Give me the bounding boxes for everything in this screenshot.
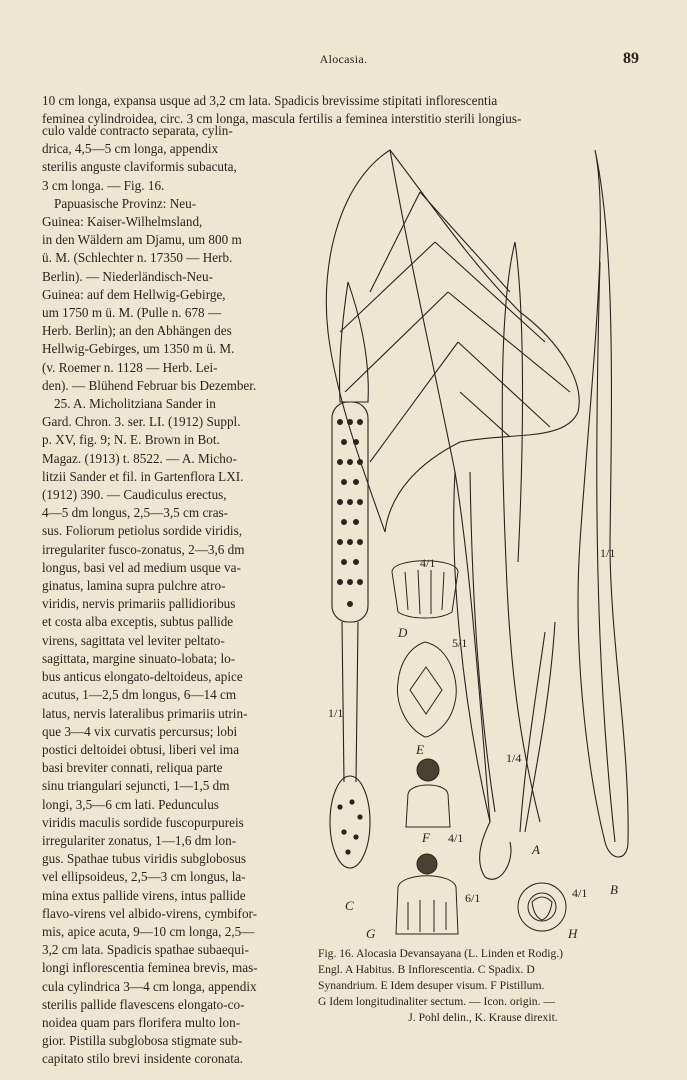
scale-b: 1/1	[600, 546, 616, 560]
body-line: vel ellipsoideus, 2,5—3 cm longus, la-	[42, 869, 246, 885]
label-b: B	[610, 882, 618, 897]
botanical-figure	[310, 142, 655, 942]
spadix-drawing	[330, 282, 370, 868]
page-header	[0, 52, 687, 72]
body-line: acutus, 1—2,5 dm longus, 6—14 cm	[42, 687, 237, 703]
body-line: mis, apice acuta, 9—10 cm longa, 2,5—	[42, 923, 255, 939]
body-line: sterilis anguste claviformis subacuta,	[42, 159, 237, 175]
body-line: latus, nervis lateralibus primariis utrin-	[42, 705, 248, 721]
body-line: drica, 4,5—5 cm longa, appendix	[42, 141, 219, 157]
label-a: A	[532, 842, 540, 857]
body-line: Guinea: Kaiser-Wilhelmsland,	[42, 214, 203, 230]
body-line: sterilis pallide flavescens elongato-co-	[42, 996, 245, 1012]
caption-line: Engl. A Habitus. B Inflorescentia. C Spadix. D	[318, 963, 535, 976]
figure-caption	[318, 946, 648, 1026]
body-line: p. XV, fig. 9; N. E. Brown in Bot.	[42, 432, 220, 448]
inner-spathe-drawing	[502, 242, 540, 822]
body-line: 3,2 cm lata. Spadicis spathae subaequi-	[42, 942, 249, 958]
body-line: ü. M. (Schlechter n. 17350 — Herb.	[42, 250, 233, 266]
body-line: 4—5 dm longus, 2,5—3,5 cm cras-	[42, 505, 229, 521]
body-line: bus anticus elongato-deltoideus, apice	[42, 669, 243, 685]
body-line: longi, 3,5—6 cm lati. Pedunculus	[42, 796, 219, 812]
body-line: 25. A. Micholitziana Sander in	[54, 396, 216, 412]
label-f: F	[422, 830, 430, 845]
label-c: C	[345, 898, 354, 913]
body-line: et costa alba exceptis, subtus pallide	[42, 614, 234, 630]
body-line: cula cylindrica 3—4 cm longa, appendix	[42, 978, 257, 994]
body-line: que 3—4 vix curvatis percursus; lobi	[42, 723, 238, 739]
caption-line: Synandrium. E Idem desuper visum. F Pistillum.	[318, 979, 545, 992]
body-line: capitato stilo brevi insidente coronata.	[42, 1051, 244, 1067]
label-h: H	[568, 926, 578, 941]
body-line: longi inflorescentia feminea brevis, mas-	[42, 960, 258, 976]
body-line: gior. Pistilla subglobosa stigmate sub-	[42, 1033, 243, 1049]
body-line: Guinea: auf dem Hellwig-Gebirge,	[42, 286, 226, 302]
running-title: Alocasia.	[319, 52, 368, 66]
body-line: (1912) 390. — Caudiculus erectus,	[42, 487, 227, 503]
scale-a: 1/4	[506, 751, 522, 765]
body-line-full-1: 10 cm longa, expansa usque ad 3,2 cm lata. Spadicis brevissime stipitati inflorescentia	[42, 93, 498, 108]
text-column	[42, 122, 300, 1069]
body-line: Gard. Chron. 3. ser. LI. (1912) Suppl.	[42, 414, 241, 430]
scale-d: 4/1	[420, 556, 436, 570]
body-line: Magaz. (1913) t. 8522. — A. Micho-	[42, 450, 237, 466]
body-line: flavo-virens vel albido-virens, cymbifor-	[42, 905, 258, 921]
scale-h: 4/1	[572, 886, 588, 900]
body-line: basi breviter connati, reliqua parte	[42, 760, 223, 776]
spathe-drawing	[578, 150, 628, 857]
body-line: sagittata, margine sinuato-lobata; lo-	[42, 650, 236, 666]
body-line: viridis maculis sordide fuscopurpureis	[42, 814, 244, 830]
scale-g: 6/1	[465, 891, 481, 905]
body-line: noidea quam pars florifera multo lon-	[42, 1014, 241, 1030]
caption-line: G Idem longitudinaliter sectum. — Icon. origin. —	[318, 995, 555, 1008]
figure-drawing	[310, 142, 655, 942]
body-line-full-2: feminea cylindroidea, circ. 3 cm longa, mascula fertilis a feminea interstitio sterili longius-	[42, 111, 522, 126]
scale-f: 4/1	[448, 831, 464, 845]
page-number: 89	[623, 50, 639, 67]
body-line: Berlin). — Niederländisch-Neu-	[42, 268, 214, 284]
body-line: postici deltoidei obtusi, liberi vel ima	[42, 741, 240, 757]
body-line: in den Wäldern am Djamu, um 800 m	[42, 232, 242, 248]
body-line: ginatus, lamina supra pulchre atro-	[42, 578, 226, 594]
spadix-texture	[337, 419, 363, 855]
body-line: um 1750 m ü. M. (Pulle n. 678 —	[42, 305, 222, 321]
body-line: litzii Sander et fil. in Gartenflora LXI.	[42, 468, 244, 484]
label-g: G	[366, 926, 376, 941]
body-line: culo valde contracto separata, cylin-	[42, 123, 233, 138]
scale-e: 5/1	[452, 636, 468, 650]
pistil-drawing	[406, 759, 450, 827]
body-line: viridis, nervis primariis pallidioribus	[42, 596, 236, 612]
cross-section-drawing	[518, 883, 566, 931]
body-line: Herb. Berlin); an den Abhängen des	[42, 323, 232, 339]
body-line: longus, basi vel ad medium usque va-	[42, 559, 241, 575]
label-d: D	[398, 625, 408, 640]
body-line: Hellwig-Gebirges, um 1350 m ü. M.	[42, 341, 235, 357]
body-line: 3 cm longa. — Fig. 16.	[42, 177, 165, 193]
synandrium-top-drawing	[397, 642, 456, 737]
pistil-section-drawing	[396, 854, 458, 934]
scale-spadix: 1/1	[328, 706, 344, 720]
body-line: sus. Foliorum petiolus sordide viridis,	[42, 523, 243, 539]
body-line: Papuasische Provinz: Neu-	[54, 195, 197, 211]
caption-credit: J. Pohl delin., K. Krause direxit.	[408, 1011, 558, 1024]
body-line: irregulariter fusco-zonatus, 2—3,6 dm	[42, 541, 245, 557]
label-e: E	[416, 742, 424, 757]
body-line: sinu triangulari sejuncti, 1—1,5 dm	[42, 778, 230, 794]
body-line: mina extus pallide virens, intus pallide	[42, 887, 246, 903]
body-line: gus. Spathae tubus viridis subglobosus	[42, 851, 247, 867]
caption-line: Fig. 16. Alocasia Devansayana (L. Linden et Rodig.)	[318, 947, 564, 960]
leaf-drawing	[326, 150, 579, 879]
body-line: irregulariter zonatus, 1—1,6 dm lon-	[42, 832, 237, 848]
body-line: (v. Roemer n. 1128 — Herb. Lei-	[42, 359, 218, 375]
body-line: den). — Blühend Februar bis Dezember.	[42, 377, 257, 393]
body-line: virens, sagittata vel leviter peltato-	[42, 632, 225, 648]
